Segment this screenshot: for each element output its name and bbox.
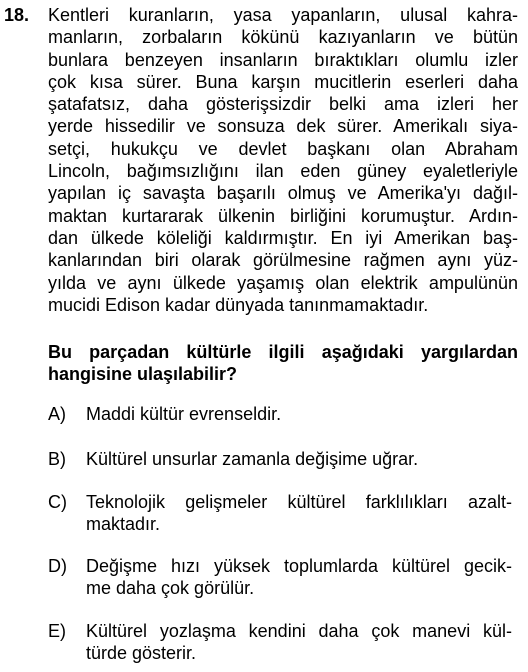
passage-line: mucidi Edison kadar dünyada tanınmamaktadır. <box>48 294 429 315</box>
passage-line: yapılan iç savaşta başarılı olmuş ve Amerika'yı dağıl- <box>48 183 518 204</box>
passage-line: manların, zorbaların kökünü kazıyanların ve bütün <box>48 27 518 48</box>
option-text: Teknolojik gelişmeler kültürel farklılıkları azalt- <box>86 492 512 512</box>
passage-line: setçi, hukukçu ve devlet başkanı olan Abraham <box>48 138 518 159</box>
passage-line: dan ülkede köleliği kaldırmıştır. En iyi Amerikan baş- <box>48 227 518 248</box>
option-letter: E) <box>48 621 66 641</box>
passage-line: Kentleri kuranların, yasa yapanların, ulusal kahra- <box>48 5 518 25</box>
option-text: Kültürel unsurlar zamanla değişime uğrar. <box>86 449 419 469</box>
passage-line: çok kısa sürer. Buna karşın mucitlerin eserleri daha <box>48 71 518 92</box>
option-a[interactable] <box>48 403 518 425</box>
option-text: Değişme hızı yüksek toplumlarda kültürel gecik- <box>86 556 512 576</box>
option-d[interactable] <box>48 555 518 599</box>
option-letter: D) <box>48 556 67 576</box>
option-e[interactable] <box>48 620 518 664</box>
passage-line: bunlara benzeyen insanların bıraktıkları olumlu izler <box>48 49 518 70</box>
question-number: 18. <box>4 5 30 25</box>
option-text: maktadır. <box>86 514 161 534</box>
option-b[interactable] <box>48 448 518 470</box>
passage-line: kanlarından biri olarak görülmesine rağmen aynı yüz- <box>48 250 518 271</box>
option-letter: A) <box>48 404 66 424</box>
option-letter: C) <box>48 492 67 512</box>
passage-line: maktan kurtararak ülkenin birliğini korumuştur. Ardın- <box>48 205 518 226</box>
prompt-line: hangisine ulaşılabilir? <box>48 364 238 384</box>
question-passage <box>48 4 518 316</box>
passage-line: Lincoln, bağımsızlığını ilan eden güney eyaletleriyle <box>48 161 518 182</box>
option-c[interactable] <box>48 491 518 535</box>
passage-line: yerde hissedilir ve sonsuza dek sürer. Amerikalı siya- <box>48 116 518 137</box>
option-text: Kültürel yozlaşma kendini daha çok manevi kül- <box>86 621 512 641</box>
prompt-line: Bu parçadan kültürle ilgili aşağıdaki yargılardan <box>48 342 518 362</box>
question-prompt <box>48 341 518 385</box>
passage-line: şatafatsız, daha gösterişsizdir belki ama izleri her <box>48 94 518 115</box>
option-letter: B) <box>48 449 66 469</box>
passage-line: yılda ve aynı ülkede yaşamış olan elektrik ampulünün <box>48 272 518 293</box>
option-text: me daha çok görülür. <box>86 578 255 598</box>
option-text: türde gösterir. <box>86 643 197 663</box>
option-text: Maddi kültür evrenseldir. <box>86 404 282 424</box>
